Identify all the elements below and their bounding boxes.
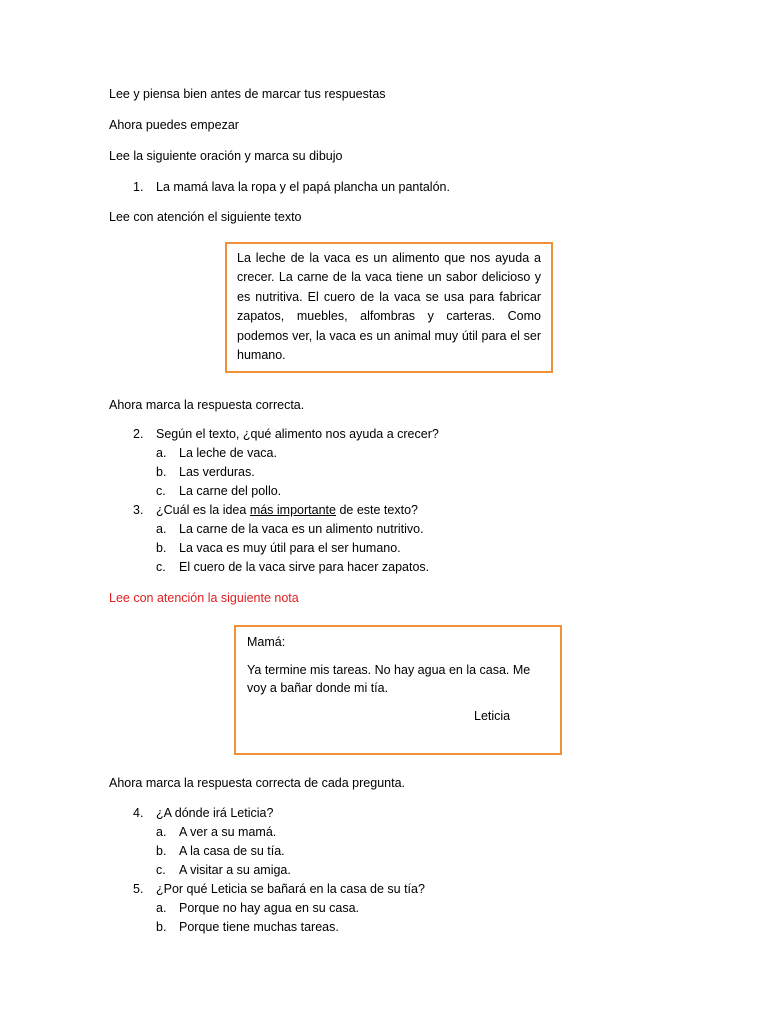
question-4-option-c[interactable]: A visitar a su amiga. [179, 863, 291, 877]
question-3-text-after: de este texto? [335, 503, 418, 517]
question-2-option-b[interactable]: Las verduras. [179, 465, 255, 479]
question-3-option-b-letter: b. [156, 541, 167, 555]
question-4-option-b[interactable]: A la casa de su tía. [179, 844, 285, 858]
note-signature: Leticia [474, 709, 511, 723]
instruction-line-2: Ahora puedes empezar [109, 118, 239, 132]
question-2-option-a[interactable]: La leche de vaca. [179, 446, 277, 460]
note-prompt: Lee con atención la siguiente nota [109, 591, 299, 605]
question-5-number: 5. [133, 882, 144, 896]
question-3-text-before: ¿Cuál es la idea [156, 503, 250, 517]
question-2-option-c[interactable]: La carne del pollo. [179, 484, 282, 498]
question-4-number: 4. [133, 806, 144, 820]
question-5-text: ¿Por qué Leticia se bañará en la casa de su tía? [156, 882, 425, 896]
question-1-text: La mamá lava la ropa y el papá plancha un pantalón. [156, 180, 450, 194]
question-3-option-b[interactable]: La vaca es muy útil para el ser humano. [179, 541, 401, 555]
note-message: Ya termine mis tareas. No hay agua en la casa. Me voy a bañar donde mi tía. [247, 663, 531, 695]
question-2-text: Según el texto, ¿qué alimento nos ayuda a crecer? [156, 427, 439, 441]
question-3-underlined: más importante [249, 503, 336, 517]
question-3-option-c-letter: c. [156, 560, 166, 574]
question-3-text [156, 502, 418, 518]
mark-answer-prompt: Ahora marca la respuesta correcta. [109, 398, 305, 412]
question-5-option-a-letter: a. [156, 901, 167, 915]
read-text-prompt: Lee con atención el siguiente texto [109, 210, 302, 224]
reading-text-box [225, 242, 553, 373]
question-3-option-a-letter: a. [156, 522, 167, 536]
question-4-option-a[interactable]: A ver a su mamá. [179, 825, 277, 839]
reading-text: La leche de la vaca es un alimento que nos ayuda a crecer. La carne de la vaca tiene un sabor delicioso y es nutritiva. El cuero de la vaca se usa para fabricar zapatos, muebles, alfombras y carteras. Como podemos ver, la vaca es un animal muy útil para el ser humano. [237, 251, 541, 363]
mark-answer-prompt-2: Ahora marca la respuesta correcta de cada pregunta. [109, 776, 406, 790]
instruction-line-3: Lee la siguiente oración y marca su dibujo [109, 149, 343, 163]
question-3-number: 3. [133, 503, 144, 517]
question-2-option-c-letter: c. [156, 484, 166, 498]
note-box [234, 625, 562, 755]
question-4-option-c-letter: c. [156, 863, 166, 877]
question-5-option-b-letter: b. [156, 920, 167, 934]
question-5-option-a[interactable]: Porque no hay agua en su casa. [179, 901, 359, 915]
question-3-option-c[interactable]: El cuero de la vaca sirve para hacer zapatos. [179, 560, 430, 574]
question-4-option-a-letter: a. [156, 825, 167, 839]
question-5-option-b[interactable]: Porque tiene muchas tareas. [179, 920, 339, 934]
question-1-number: 1. [133, 180, 144, 194]
question-2-option-b-letter: b. [156, 465, 167, 479]
question-4-text: ¿A dónde irá Leticia? [156, 806, 274, 820]
question-2-option-a-letter: a. [156, 446, 167, 460]
note-greeting: Mamá: [247, 635, 286, 649]
question-4-option-b-letter: b. [156, 844, 167, 858]
instruction-line-1: Lee y piensa bien antes de marcar tus respuestas [109, 87, 386, 101]
question-3-option-a[interactable]: La carne de la vaca es un alimento nutritivo. [179, 522, 424, 536]
question-2-number: 2. [133, 427, 144, 441]
